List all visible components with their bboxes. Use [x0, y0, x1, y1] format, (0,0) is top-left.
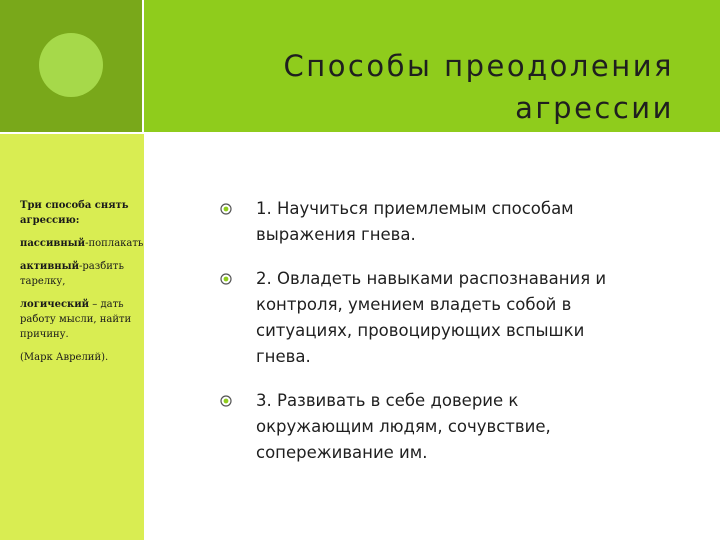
- header-left-block: [0, 0, 144, 132]
- sidebar-note: [20, 198, 144, 373]
- slide-title-line2: агрессии: [515, 91, 674, 126]
- bullet-item-3: [220, 388, 640, 466]
- vertical-divider: [142, 0, 144, 132]
- passive-label: пассивный: [20, 238, 86, 249]
- slide-title-line1: Способы преодоления: [283, 49, 674, 84]
- sidebar-author: (Марк Аврелий).: [20, 352, 109, 363]
- bullet-list: [220, 196, 640, 484]
- bullet-item-2: [220, 266, 640, 370]
- sidebar-logical: [20, 297, 144, 342]
- circle-bullet-icon: [220, 273, 232, 285]
- circle-bullet-icon: [220, 395, 232, 407]
- circle-bullet-icon: [220, 203, 232, 215]
- bullet-text: 1. Научиться приемлемым способам выражения гнева.: [256, 199, 574, 244]
- sidebar-intro: Три способа снять агрессию:: [20, 200, 129, 226]
- logical-label: логический: [20, 299, 90, 310]
- passive-text: -поплакать: [85, 238, 144, 249]
- sidebar-passive: [20, 236, 144, 251]
- decorative-circle-icon: [39, 33, 103, 97]
- logical-text: – дать работу мысли, найти причину.: [20, 299, 132, 340]
- bullet-text: 2. Овладеть навыками распознавания и контроля, умением владеть собой в ситуациях, провоцирующих вспышки гнева.: [256, 269, 607, 366]
- active-label: активный: [20, 261, 80, 272]
- bullet-text: 3. Развивать в себе доверие к окружающим людям, сочувствие, сопереживание им.: [256, 391, 551, 462]
- active-text: -разбить тарелку,: [20, 261, 124, 287]
- slide-title: [194, 45, 674, 129]
- sidebar-active: [20, 259, 144, 289]
- bullet-item-1: [220, 196, 640, 248]
